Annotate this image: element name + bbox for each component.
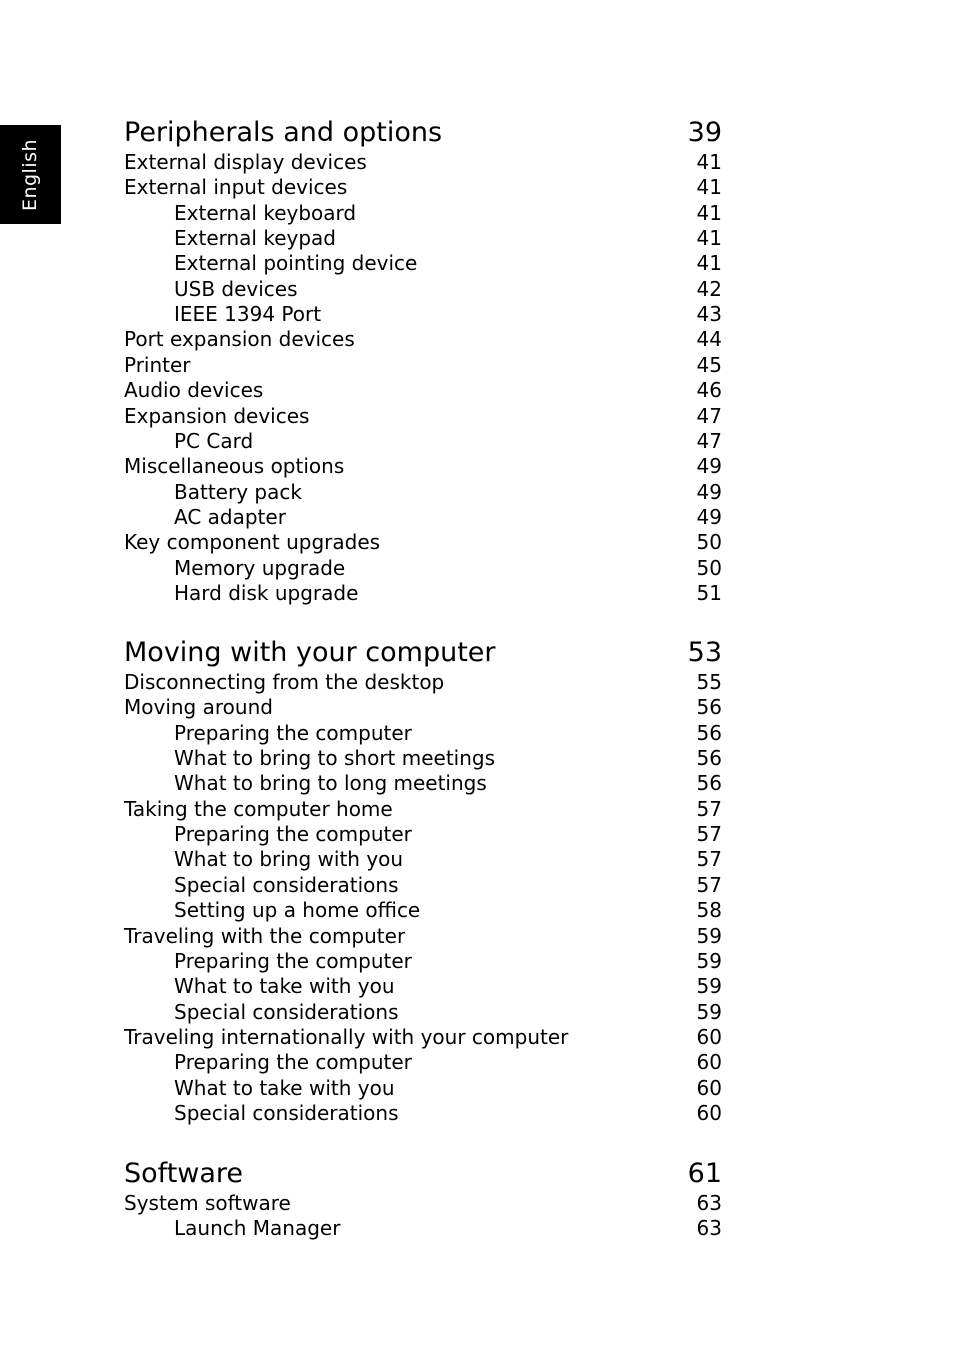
entry-page-number: 55 [696, 670, 722, 694]
toc-entry [124, 530, 722, 555]
entry-title: Battery pack [174, 479, 302, 504]
entry-title: Expansion devices [124, 403, 310, 428]
section-title: Software [124, 1158, 244, 1189]
entry-title: What to bring with you [174, 847, 404, 872]
toc-subentry [124, 1216, 722, 1241]
toc-entry [124, 924, 722, 949]
entry-page-number: 56 [696, 771, 722, 796]
entry-page-number: 60 [696, 1100, 722, 1125]
toc-subentry [124, 771, 722, 796]
section-page-number: 53 [687, 637, 722, 668]
entry-page-number: 56 [696, 720, 722, 745]
toc-entry [124, 150, 722, 175]
entry-title: Taking the computer home [124, 796, 393, 821]
entry-page-number: 41 [696, 226, 722, 251]
entry-title: Traveling internationally with your computer [124, 1024, 569, 1049]
entry-page-number: 57 [696, 796, 722, 821]
toc-subentry [124, 556, 722, 581]
toc-subentry [124, 974, 722, 999]
toc-entry [124, 695, 722, 720]
entry-page-number: 59 [696, 974, 722, 999]
entry-title: System software [124, 1191, 291, 1215]
entry-title: Preparing the computer [174, 720, 412, 745]
entry-page-number: 56 [696, 695, 722, 720]
toc-entry [124, 797, 722, 822]
toc-entry [124, 1191, 722, 1216]
entry-title: PC Card [174, 428, 254, 453]
entry-page-number: 56 [696, 746, 722, 771]
entry-title: External keyboard [174, 200, 357, 225]
entry-title: IEEE 1394 Port [174, 302, 322, 327]
entry-title: USB devices [174, 276, 298, 301]
entry-page-number: 57 [696, 847, 722, 872]
entry-page-number: 63 [696, 1191, 722, 1215]
toc-subentry [124, 949, 722, 974]
entry-title: Printer [124, 352, 191, 377]
toc-subentry [124, 847, 722, 872]
entry-title: Preparing the computer [174, 1050, 412, 1075]
toc-subentry [124, 480, 722, 505]
entry-page-number: 49 [696, 504, 722, 529]
language-tab-label: English [19, 138, 41, 212]
entry-page-number: 57 [696, 872, 722, 897]
toc-entry [124, 378, 722, 403]
entry-page-number: 45 [696, 352, 722, 377]
toc-subentry [124, 1101, 722, 1126]
entry-title: Special considerations [174, 1100, 399, 1125]
toc-subentry [124, 277, 722, 302]
entry-page-number: 41 [696, 200, 722, 225]
entry-page-number: 60 [696, 1075, 722, 1100]
entry-page-number: 58 [696, 898, 722, 923]
entry-page-number: 47 [696, 403, 722, 428]
toc-subentry [124, 429, 722, 454]
entry-title: Preparing the computer [174, 948, 412, 973]
section-title: Peripherals and options [124, 117, 443, 148]
entry-title: What to take with you [174, 1075, 395, 1100]
section-title: Moving with your computer [124, 637, 496, 668]
entry-title: Special considerations [174, 872, 399, 897]
entry-page-number: 59 [696, 948, 722, 973]
entry-page-number: 50 [696, 555, 722, 580]
toc-subentry [124, 581, 722, 606]
entry-title: Special considerations [174, 999, 399, 1024]
entry-title: Hard disk upgrade [174, 580, 359, 605]
entry-page-number: 60 [696, 1050, 722, 1075]
toc-entry [124, 454, 722, 479]
entry-page-number: 60 [696, 1024, 722, 1049]
section-heading [124, 116, 722, 150]
section-heading [124, 636, 722, 670]
entry-page-number: 41 [696, 251, 722, 276]
toc-subentry [124, 1076, 722, 1101]
entry-title: Port expansion devices [124, 327, 355, 352]
toc-entry [124, 353, 722, 378]
entry-title: Miscellaneous options [124, 454, 345, 479]
entry-title: External display devices [124, 150, 367, 174]
entry-page-number: 50 [696, 530, 722, 555]
entry-page-number: 41 [696, 150, 722, 174]
entry-title: Disconnecting from the desktop [124, 670, 445, 694]
entry-title: What to take with you [174, 974, 395, 999]
toc-subentry [124, 201, 722, 226]
toc-entry [124, 1025, 722, 1050]
toc-subentry [124, 1000, 722, 1025]
toc-subentry [124, 505, 722, 530]
toc-subentry [124, 1050, 722, 1075]
toc-subentry [124, 302, 722, 327]
toc-subentry [124, 226, 722, 251]
entry-page-number: 41 [696, 175, 722, 200]
entry-title: Key component upgrades [124, 530, 381, 555]
entry-page-number: 49 [696, 454, 722, 479]
entry-page-number: 47 [696, 428, 722, 453]
entry-page-number: 46 [696, 378, 722, 403]
entry-title: Traveling with the computer [124, 923, 406, 948]
entry-title: Preparing the computer [174, 822, 412, 847]
toc-subentry [124, 721, 722, 746]
toc-subentry [124, 873, 722, 898]
toc-subentry [124, 822, 722, 847]
entry-title: Launch Manager [174, 1216, 341, 1241]
entry-title: What to bring to short meetings [174, 746, 496, 771]
entry-page-number: 51 [696, 580, 722, 605]
toc-entry [124, 175, 722, 200]
toc-subentry [124, 898, 722, 923]
entry-title: Moving around [124, 695, 273, 720]
entry-title: Audio devices [124, 378, 264, 403]
section-page-number: 39 [687, 117, 722, 148]
entry-page-number: 42 [696, 276, 722, 301]
entry-page-number: 44 [696, 327, 722, 352]
entry-title: Setting up a home office [174, 898, 421, 923]
entry-page-number: 49 [696, 479, 722, 504]
entry-title: What to bring to long meetings [174, 771, 487, 796]
section-heading [124, 1157, 722, 1191]
section-page-number: 61 [687, 1158, 722, 1189]
entry-title: External input devices [124, 175, 348, 200]
toc-entry [124, 404, 722, 429]
entry-page-number: 63 [696, 1216, 722, 1241]
entry-title: External pointing device [174, 251, 418, 276]
toc-subentry [124, 746, 722, 771]
language-tab [0, 125, 61, 224]
entry-page-number: 59 [696, 999, 722, 1024]
toc-subentry [124, 251, 722, 276]
entry-title: External keypad [174, 226, 336, 251]
entry-page-number: 57 [696, 822, 722, 847]
entry-page-number: 43 [696, 302, 722, 327]
entry-title: AC adapter [174, 504, 286, 529]
entry-page-number: 59 [696, 923, 722, 948]
toc-entry [124, 670, 722, 695]
entry-title: Memory upgrade [174, 555, 346, 580]
toc-entry [124, 327, 722, 352]
